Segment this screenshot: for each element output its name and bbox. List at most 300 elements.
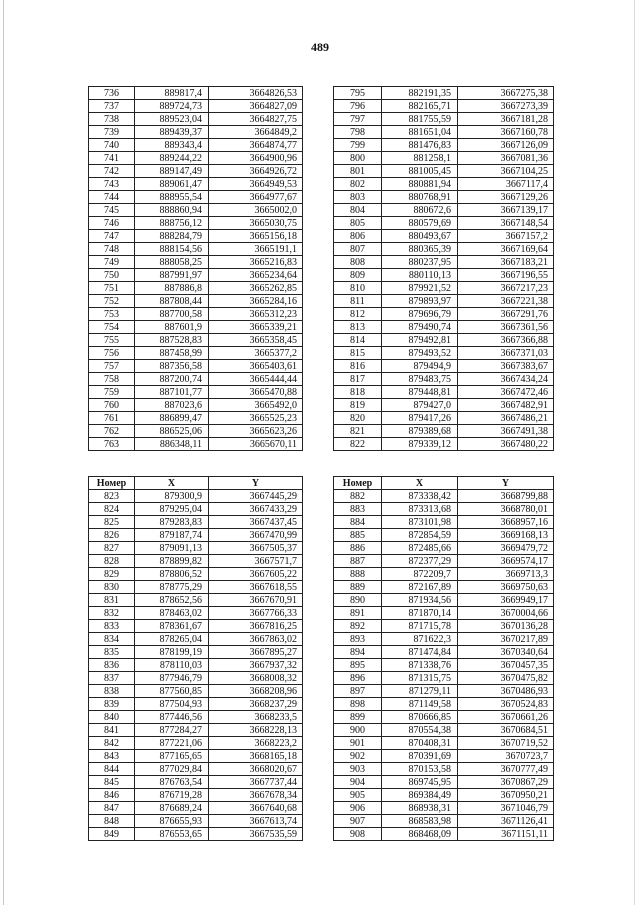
y-coordinate-cell: 3668208,96 bbox=[209, 685, 303, 698]
point-number-cell: 756 bbox=[89, 347, 135, 360]
y-coordinate-cell: 3667157,2 bbox=[458, 230, 554, 243]
y-coordinate-cell: 3667383,67 bbox=[458, 360, 554, 373]
y-coordinate-cell: 3667737,44 bbox=[209, 776, 303, 789]
x-coordinate-cell: 869745,95 bbox=[382, 776, 458, 789]
table-row bbox=[89, 529, 303, 542]
x-coordinate-cell: 881755,59 bbox=[382, 113, 458, 126]
x-coordinate-cell: 879300,9 bbox=[135, 490, 209, 503]
y-coordinate-cell: 3664874,77 bbox=[209, 139, 303, 152]
table-row bbox=[334, 425, 554, 438]
y-coordinate-cell: 3670457,35 bbox=[458, 659, 554, 672]
point-number-cell: 825 bbox=[89, 516, 135, 529]
table-row bbox=[334, 633, 554, 646]
y-coordinate-cell: 3670867,29 bbox=[458, 776, 554, 789]
point-number-cell: 904 bbox=[334, 776, 382, 789]
y-coordinate-cell: 3667139,17 bbox=[458, 204, 554, 217]
point-number-cell: 839 bbox=[89, 698, 135, 711]
table-row bbox=[89, 737, 303, 750]
point-number-cell: 896 bbox=[334, 672, 382, 685]
x-coordinate-cell: 871622,3 bbox=[382, 633, 458, 646]
point-number-cell: 908 bbox=[334, 828, 382, 841]
y-coordinate-cell: 3667104,25 bbox=[458, 165, 554, 178]
table-row bbox=[89, 724, 303, 737]
y-coordinate-cell: 3667169,64 bbox=[458, 243, 554, 256]
y-coordinate-cell: 3667217,23 bbox=[458, 282, 554, 295]
y-coordinate-cell: 3667482,91 bbox=[458, 399, 554, 412]
y-coordinate-cell: 3668237,29 bbox=[209, 698, 303, 711]
point-number-cell: 885 bbox=[334, 529, 382, 542]
x-coordinate-cell: 880493,67 bbox=[382, 230, 458, 243]
table-row bbox=[334, 308, 554, 321]
table-row bbox=[334, 555, 554, 568]
scan-edge-right bbox=[634, 0, 635, 905]
point-number-cell: 846 bbox=[89, 789, 135, 802]
table-row bbox=[89, 620, 303, 633]
x-coordinate-cell: 879427,0 bbox=[382, 399, 458, 412]
y-coordinate-cell: 3668228,13 bbox=[209, 724, 303, 737]
header-y: Y bbox=[458, 477, 554, 490]
y-coordinate-cell: 3664949,53 bbox=[209, 178, 303, 191]
y-coordinate-cell: 3669750,63 bbox=[458, 581, 554, 594]
y-coordinate-cell: 3670950,21 bbox=[458, 789, 554, 802]
y-coordinate-cell: 3667126,09 bbox=[458, 139, 554, 152]
x-coordinate-cell: 871474,84 bbox=[382, 646, 458, 659]
table-row bbox=[89, 204, 303, 217]
table-row bbox=[334, 503, 554, 516]
x-coordinate-cell: 877284,27 bbox=[135, 724, 209, 737]
x-coordinate-cell: 877029,84 bbox=[135, 763, 209, 776]
y-coordinate-cell: 3669949,17 bbox=[458, 594, 554, 607]
y-coordinate-cell: 3667291,76 bbox=[458, 308, 554, 321]
table-row bbox=[89, 126, 303, 139]
table-row bbox=[89, 776, 303, 789]
table-row bbox=[334, 789, 554, 802]
table-row bbox=[89, 243, 303, 256]
point-number-cell: 812 bbox=[334, 308, 382, 321]
point-number-cell: 832 bbox=[89, 607, 135, 620]
point-number-cell: 809 bbox=[334, 269, 382, 282]
table-row bbox=[89, 503, 303, 516]
point-number-cell: 796 bbox=[334, 100, 382, 113]
x-coordinate-cell: 889817,4 bbox=[135, 87, 209, 100]
header-x: X bbox=[382, 477, 458, 490]
table-row bbox=[89, 763, 303, 776]
table-row bbox=[334, 607, 554, 620]
point-number-cell: 843 bbox=[89, 750, 135, 763]
table-row bbox=[89, 516, 303, 529]
point-number-cell: 906 bbox=[334, 802, 382, 815]
point-number-cell: 829 bbox=[89, 568, 135, 581]
point-number-cell: 845 bbox=[89, 776, 135, 789]
x-coordinate-cell: 872377,29 bbox=[382, 555, 458, 568]
y-coordinate-cell: 3667486,21 bbox=[458, 412, 554, 425]
x-coordinate-cell: 879339,12 bbox=[382, 438, 458, 451]
x-coordinate-cell: 887528,83 bbox=[135, 334, 209, 347]
point-number-cell: 816 bbox=[334, 360, 382, 373]
y-coordinate-cell: 3669168,13 bbox=[458, 529, 554, 542]
header-x: X bbox=[135, 477, 209, 490]
x-coordinate-cell: 879483,75 bbox=[382, 373, 458, 386]
table-row bbox=[89, 256, 303, 269]
point-number-cell: 903 bbox=[334, 763, 382, 776]
x-coordinate-cell: 872854,59 bbox=[382, 529, 458, 542]
x-coordinate-cell: 871715,78 bbox=[382, 620, 458, 633]
point-number-cell: 755 bbox=[89, 334, 135, 347]
x-coordinate-cell: 880768,91 bbox=[382, 191, 458, 204]
point-number-cell: 891 bbox=[334, 607, 382, 620]
point-number-cell: 830 bbox=[89, 581, 135, 594]
table-row bbox=[334, 776, 554, 789]
table-row bbox=[89, 295, 303, 308]
point-number-cell: 817 bbox=[334, 373, 382, 386]
x-coordinate-cell: 871149,58 bbox=[382, 698, 458, 711]
table-row bbox=[334, 620, 554, 633]
point-number-cell: 818 bbox=[334, 386, 382, 399]
y-coordinate-cell: 3670486,93 bbox=[458, 685, 554, 698]
x-coordinate-cell: 870666,85 bbox=[382, 711, 458, 724]
y-coordinate-cell: 3665312,23 bbox=[209, 308, 303, 321]
point-number-cell: 895 bbox=[334, 659, 382, 672]
point-number-cell: 902 bbox=[334, 750, 382, 763]
table-row bbox=[89, 698, 303, 711]
y-coordinate-cell: 3665234,64 bbox=[209, 269, 303, 282]
x-coordinate-cell: 878110,03 bbox=[135, 659, 209, 672]
point-number-cell: 802 bbox=[334, 178, 382, 191]
table-row bbox=[334, 217, 554, 230]
x-coordinate-cell: 887023,6 bbox=[135, 399, 209, 412]
x-coordinate-cell: 880110,13 bbox=[382, 269, 458, 282]
x-coordinate-cell: 877165,65 bbox=[135, 750, 209, 763]
x-coordinate-cell: 886348,11 bbox=[135, 438, 209, 451]
x-coordinate-cell: 889523,04 bbox=[135, 113, 209, 126]
x-coordinate-cell: 869384,49 bbox=[382, 789, 458, 802]
point-number-cell: 835 bbox=[89, 646, 135, 659]
x-coordinate-cell: 887886,8 bbox=[135, 282, 209, 295]
point-number-cell: 842 bbox=[89, 737, 135, 750]
point-number-cell: 897 bbox=[334, 685, 382, 698]
table-row bbox=[334, 347, 554, 360]
table-row bbox=[89, 828, 303, 841]
point-number-cell: 898 bbox=[334, 698, 382, 711]
x-coordinate-cell: 880672,6 bbox=[382, 204, 458, 217]
point-number-cell: 804 bbox=[334, 204, 382, 217]
y-coordinate-cell: 3667129,26 bbox=[458, 191, 554, 204]
x-coordinate-cell: 887601,9 bbox=[135, 321, 209, 334]
x-coordinate-cell: 873338,42 bbox=[382, 490, 458, 503]
x-coordinate-cell: 868583,98 bbox=[382, 815, 458, 828]
table-header-row bbox=[89, 477, 303, 490]
table-row bbox=[334, 542, 554, 555]
x-coordinate-cell: 878361,67 bbox=[135, 620, 209, 633]
y-coordinate-cell: 3664926,72 bbox=[209, 165, 303, 178]
point-number-cell: 884 bbox=[334, 516, 382, 529]
table-row bbox=[334, 165, 554, 178]
table-row bbox=[334, 698, 554, 711]
table-row bbox=[89, 178, 303, 191]
x-coordinate-cell: 870408,31 bbox=[382, 737, 458, 750]
x-coordinate-cell: 877560,85 bbox=[135, 685, 209, 698]
point-number-cell: 828 bbox=[89, 555, 135, 568]
point-number-cell: 814 bbox=[334, 334, 382, 347]
x-coordinate-cell: 879696,79 bbox=[382, 308, 458, 321]
point-number-cell: 744 bbox=[89, 191, 135, 204]
y-coordinate-cell: 3665470,88 bbox=[209, 386, 303, 399]
x-coordinate-cell: 888154,56 bbox=[135, 243, 209, 256]
header-number: Номер bbox=[334, 477, 382, 490]
x-coordinate-cell: 888860,94 bbox=[135, 204, 209, 217]
table-row bbox=[334, 191, 554, 204]
point-number-cell: 759 bbox=[89, 386, 135, 399]
x-coordinate-cell: 872209,7 bbox=[382, 568, 458, 581]
scan-edge-left bbox=[3, 0, 4, 905]
point-number-cell: 742 bbox=[89, 165, 135, 178]
table-row bbox=[334, 113, 554, 126]
table-row bbox=[89, 347, 303, 360]
y-coordinate-cell: 3671126,41 bbox=[458, 815, 554, 828]
x-coordinate-cell: 871934,56 bbox=[382, 594, 458, 607]
table-row bbox=[89, 269, 303, 282]
x-coordinate-cell: 889343,4 bbox=[135, 139, 209, 152]
y-coordinate-cell: 3669479,72 bbox=[458, 542, 554, 555]
table-row bbox=[334, 672, 554, 685]
table-row bbox=[89, 490, 303, 503]
table-row bbox=[334, 685, 554, 698]
point-number-cell: 798 bbox=[334, 126, 382, 139]
x-coordinate-cell: 880881,94 bbox=[382, 178, 458, 191]
x-coordinate-cell: 871338,76 bbox=[382, 659, 458, 672]
y-coordinate-cell: 3668020,67 bbox=[209, 763, 303, 776]
y-coordinate-cell: 3667434,24 bbox=[458, 373, 554, 386]
y-coordinate-cell: 3667445,29 bbox=[209, 490, 303, 503]
x-coordinate-cell: 887991,97 bbox=[135, 269, 209, 282]
point-number-cell: 801 bbox=[334, 165, 382, 178]
x-coordinate-cell: 889147,49 bbox=[135, 165, 209, 178]
y-coordinate-cell: 3669574,17 bbox=[458, 555, 554, 568]
y-coordinate-cell: 3664900,96 bbox=[209, 152, 303, 165]
point-number-cell: 838 bbox=[89, 685, 135, 698]
table-row bbox=[89, 165, 303, 178]
point-number-cell: 836 bbox=[89, 659, 135, 672]
y-coordinate-cell: 3667678,34 bbox=[209, 789, 303, 802]
x-coordinate-cell: 886525,06 bbox=[135, 425, 209, 438]
x-coordinate-cell: 879295,04 bbox=[135, 503, 209, 516]
y-coordinate-cell: 3667196,55 bbox=[458, 269, 554, 282]
table-row bbox=[89, 139, 303, 152]
y-coordinate-cell: 3667480,22 bbox=[458, 438, 554, 451]
x-coordinate-cell: 887458,99 bbox=[135, 347, 209, 360]
table-row bbox=[334, 360, 554, 373]
x-coordinate-cell: 888756,12 bbox=[135, 217, 209, 230]
x-coordinate-cell: 878199,19 bbox=[135, 646, 209, 659]
point-number-cell: 743 bbox=[89, 178, 135, 191]
point-number-cell: 820 bbox=[334, 412, 382, 425]
table-row bbox=[334, 256, 554, 269]
y-coordinate-cell: 3668233,5 bbox=[209, 711, 303, 724]
y-coordinate-cell: 3664849,2 bbox=[209, 126, 303, 139]
table-row bbox=[89, 425, 303, 438]
table-row bbox=[334, 282, 554, 295]
table-row bbox=[89, 282, 303, 295]
x-coordinate-cell: 889061,47 bbox=[135, 178, 209, 191]
point-number-cell: 848 bbox=[89, 815, 135, 828]
table-row bbox=[334, 321, 554, 334]
y-coordinate-cell: 3665358,45 bbox=[209, 334, 303, 347]
y-coordinate-cell: 3665216,83 bbox=[209, 256, 303, 269]
point-number-cell: 797 bbox=[334, 113, 382, 126]
point-number-cell: 761 bbox=[89, 412, 135, 425]
table-row bbox=[89, 308, 303, 321]
x-coordinate-cell: 881476,83 bbox=[382, 139, 458, 152]
y-coordinate-cell: 3668957,16 bbox=[458, 516, 554, 529]
x-coordinate-cell: 886899,47 bbox=[135, 412, 209, 425]
y-coordinate-cell: 3667535,59 bbox=[209, 828, 303, 841]
y-coordinate-cell: 3667160,78 bbox=[458, 126, 554, 139]
point-number-cell: 889 bbox=[334, 581, 382, 594]
y-coordinate-cell: 3667148,54 bbox=[458, 217, 554, 230]
y-coordinate-cell: 3669713,3 bbox=[458, 568, 554, 581]
table-row bbox=[334, 581, 554, 594]
table-row bbox=[89, 659, 303, 672]
point-number-cell: 763 bbox=[89, 438, 135, 451]
point-number-cell: 907 bbox=[334, 815, 382, 828]
table-row bbox=[89, 399, 303, 412]
table-row bbox=[89, 152, 303, 165]
x-coordinate-cell: 872167,89 bbox=[382, 581, 458, 594]
point-number-cell: 760 bbox=[89, 399, 135, 412]
point-number-cell: 894 bbox=[334, 646, 382, 659]
y-coordinate-cell: 3667371,03 bbox=[458, 347, 554, 360]
coordinates-table-bottom-right bbox=[333, 476, 554, 841]
point-number-cell: 746 bbox=[89, 217, 135, 230]
y-coordinate-cell: 3667366,88 bbox=[458, 334, 554, 347]
point-number-cell: 822 bbox=[334, 438, 382, 451]
point-number-cell: 762 bbox=[89, 425, 135, 438]
table-row bbox=[334, 152, 554, 165]
y-coordinate-cell: 3664827,09 bbox=[209, 100, 303, 113]
point-number-cell: 849 bbox=[89, 828, 135, 841]
y-coordinate-cell: 3668799,88 bbox=[458, 490, 554, 503]
point-number-cell: 824 bbox=[89, 503, 135, 516]
x-coordinate-cell: 868938,31 bbox=[382, 802, 458, 815]
x-coordinate-cell: 889439,37 bbox=[135, 126, 209, 139]
table-row bbox=[89, 230, 303, 243]
point-number-cell: 899 bbox=[334, 711, 382, 724]
y-coordinate-cell: 3665492,0 bbox=[209, 399, 303, 412]
y-coordinate-cell: 3667505,37 bbox=[209, 542, 303, 555]
y-coordinate-cell: 3668223,2 bbox=[209, 737, 303, 750]
point-number-cell: 892 bbox=[334, 620, 382, 633]
point-number-cell: 811 bbox=[334, 295, 382, 308]
table-row bbox=[89, 581, 303, 594]
point-number-cell: 840 bbox=[89, 711, 135, 724]
x-coordinate-cell: 878899,82 bbox=[135, 555, 209, 568]
table-header-row bbox=[334, 477, 554, 490]
y-coordinate-cell: 3667816,25 bbox=[209, 620, 303, 633]
table-row bbox=[89, 321, 303, 334]
x-coordinate-cell: 876689,24 bbox=[135, 802, 209, 815]
y-coordinate-cell: 3667895,27 bbox=[209, 646, 303, 659]
table-row bbox=[89, 87, 303, 100]
table-row bbox=[89, 555, 303, 568]
y-coordinate-cell: 3665403,61 bbox=[209, 360, 303, 373]
x-coordinate-cell: 888058,25 bbox=[135, 256, 209, 269]
table-row bbox=[334, 438, 554, 451]
x-coordinate-cell: 879893,97 bbox=[382, 295, 458, 308]
point-number-cell: 823 bbox=[89, 490, 135, 503]
x-coordinate-cell: 879448,81 bbox=[382, 386, 458, 399]
point-number-cell: 741 bbox=[89, 152, 135, 165]
x-coordinate-cell: 878652,56 bbox=[135, 594, 209, 607]
point-number-cell: 890 bbox=[334, 594, 382, 607]
y-coordinate-cell: 3665284,16 bbox=[209, 295, 303, 308]
y-coordinate-cell: 3667275,38 bbox=[458, 87, 554, 100]
coordinates-table-top-left bbox=[88, 86, 303, 451]
point-number-cell: 803 bbox=[334, 191, 382, 204]
x-coordinate-cell: 888955,54 bbox=[135, 191, 209, 204]
table-row bbox=[89, 373, 303, 386]
x-coordinate-cell: 870554,38 bbox=[382, 724, 458, 737]
y-coordinate-cell: 3665377,2 bbox=[209, 347, 303, 360]
table-row bbox=[334, 594, 554, 607]
point-number-cell: 805 bbox=[334, 217, 382, 230]
x-coordinate-cell: 882165,71 bbox=[382, 100, 458, 113]
x-coordinate-cell: 881258,1 bbox=[382, 152, 458, 165]
x-coordinate-cell: 887356,58 bbox=[135, 360, 209, 373]
y-coordinate-cell: 3670475,82 bbox=[458, 672, 554, 685]
y-coordinate-cell: 3670684,51 bbox=[458, 724, 554, 737]
point-number-cell: 751 bbox=[89, 282, 135, 295]
y-coordinate-cell: 3667433,29 bbox=[209, 503, 303, 516]
x-coordinate-cell: 879283,83 bbox=[135, 516, 209, 529]
x-coordinate-cell: 882191,35 bbox=[382, 87, 458, 100]
table-row bbox=[89, 802, 303, 815]
point-number-cell: 808 bbox=[334, 256, 382, 269]
y-coordinate-cell: 3670723,7 bbox=[458, 750, 554, 763]
coordinates-table-top-right bbox=[333, 86, 554, 451]
x-coordinate-cell: 880237,95 bbox=[382, 256, 458, 269]
table-row bbox=[89, 100, 303, 113]
point-number-cell: 905 bbox=[334, 789, 382, 802]
x-coordinate-cell: 873101,98 bbox=[382, 516, 458, 529]
y-coordinate-cell: 3668780,01 bbox=[458, 503, 554, 516]
y-coordinate-cell: 3664827,75 bbox=[209, 113, 303, 126]
y-coordinate-cell: 3667613,74 bbox=[209, 815, 303, 828]
x-coordinate-cell: 876655,93 bbox=[135, 815, 209, 828]
x-coordinate-cell: 887808,44 bbox=[135, 295, 209, 308]
x-coordinate-cell: 887200,74 bbox=[135, 373, 209, 386]
x-coordinate-cell: 879493,52 bbox=[382, 347, 458, 360]
point-number-cell: 795 bbox=[334, 87, 382, 100]
x-coordinate-cell: 876719,28 bbox=[135, 789, 209, 802]
y-coordinate-cell: 3665670,11 bbox=[209, 438, 303, 451]
table-row bbox=[334, 386, 554, 399]
x-coordinate-cell: 871315,75 bbox=[382, 672, 458, 685]
y-coordinate-cell: 3668008,32 bbox=[209, 672, 303, 685]
point-number-cell: 819 bbox=[334, 399, 382, 412]
y-coordinate-cell: 3670661,26 bbox=[458, 711, 554, 724]
point-number-cell: 749 bbox=[89, 256, 135, 269]
point-number-cell: 886 bbox=[334, 542, 382, 555]
table-row bbox=[89, 672, 303, 685]
table-row bbox=[89, 542, 303, 555]
x-coordinate-cell: 872485,66 bbox=[382, 542, 458, 555]
header-y: Y bbox=[209, 477, 303, 490]
point-number-cell: 883 bbox=[334, 503, 382, 516]
point-number-cell: 834 bbox=[89, 633, 135, 646]
table-row bbox=[334, 243, 554, 256]
table-row bbox=[334, 204, 554, 217]
x-coordinate-cell: 878806,52 bbox=[135, 568, 209, 581]
